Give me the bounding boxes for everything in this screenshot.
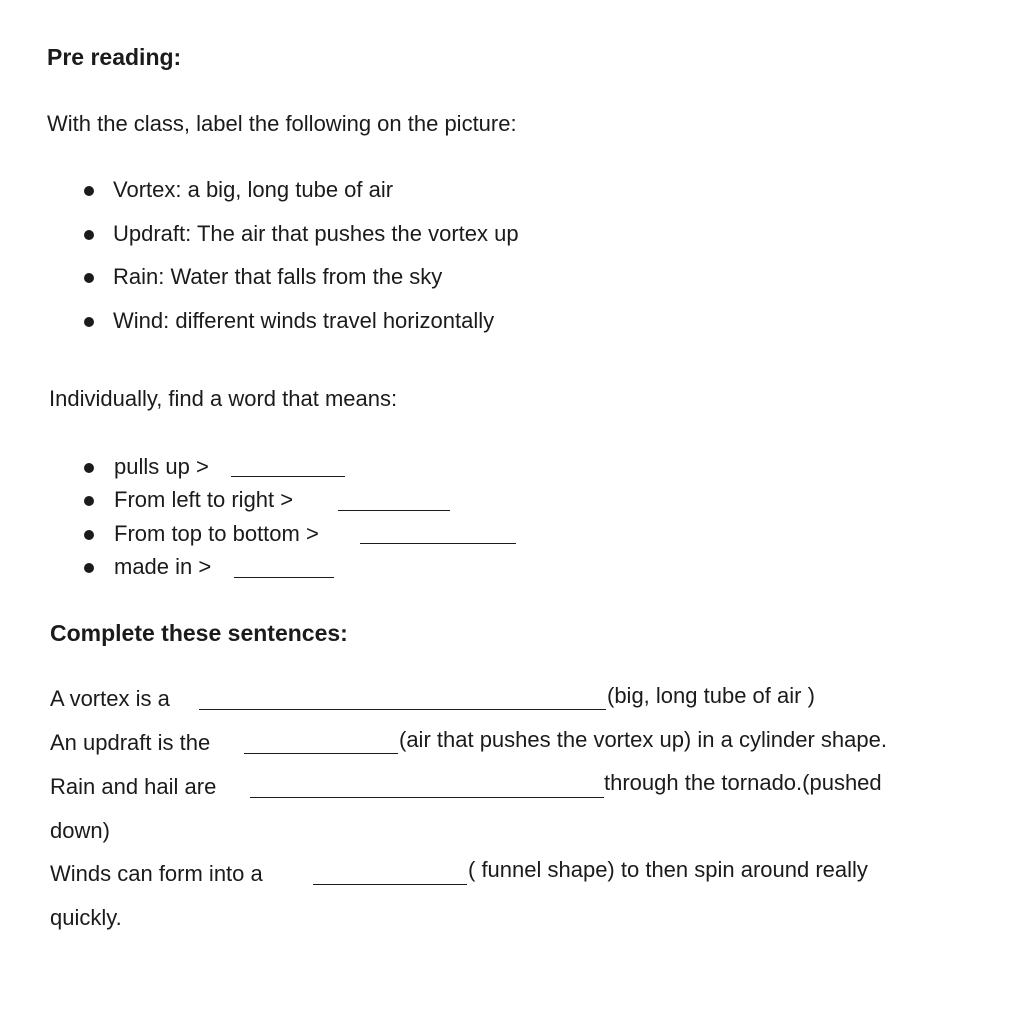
answer-blank[interactable] — [199, 709, 606, 710]
sentence-rain-continuation: down) — [50, 818, 110, 843]
bullet-wind: Wind: different winds travel horizontally — [113, 308, 495, 333]
word-prompt-left-to-right: From left to right > — [114, 487, 294, 512]
answer-blank[interactable] — [250, 797, 604, 798]
bullet-dot — [84, 463, 94, 473]
answer-blank[interactable] — [338, 510, 450, 511]
bullet-dot — [84, 530, 94, 540]
word-prompt-top-to-bottom: From top to bottom > — [114, 521, 319, 546]
bullet-rain: Rain: Water that falls from the sky — [113, 264, 443, 289]
answer-blank[interactable] — [313, 884, 467, 885]
sentence-winds-suffix: ( funnel shape) to then spin around really — [468, 857, 868, 882]
word-prompt-made-in: made in > — [114, 554, 212, 579]
word-prompt-pulls-up: pulls up > — [114, 454, 209, 479]
sentence-rain-suffix: through the tornado.(pushed — [604, 770, 882, 795]
sentence-winds-continuation: quickly. — [50, 905, 122, 930]
sentence-updraft-prefix: An updraft is the — [50, 730, 211, 755]
bullet-dot — [84, 496, 94, 506]
answer-blank[interactable] — [244, 753, 398, 754]
class-instruction: With the class, label the following on the picture: — [47, 111, 517, 136]
bullet-dot — [84, 563, 94, 573]
sentence-winds-prefix: Winds can form into a — [50, 861, 263, 886]
bullet-dot — [84, 273, 94, 283]
answer-blank[interactable] — [231, 476, 345, 477]
bullet-dot — [84, 230, 94, 240]
answer-blank[interactable] — [234, 577, 334, 578]
sentence-vortex-prefix: A vortex is a — [50, 686, 170, 711]
sentence-vortex-suffix: (big, long tube of air ) — [607, 683, 815, 708]
bullet-vortex: Vortex: a big, long tube of air — [113, 177, 394, 202]
individual-instruction: Individually, find a word that means: — [49, 386, 398, 411]
answer-blank[interactable] — [360, 543, 516, 544]
sentence-rain-prefix: Rain and hail are — [50, 774, 217, 799]
bullet-dot — [84, 186, 94, 196]
bullet-dot — [84, 317, 94, 327]
pre-reading-heading: Pre reading: — [47, 44, 182, 70]
complete-sentences-heading: Complete these sentences: — [50, 620, 348, 646]
sentence-updraft-suffix: (air that pushes the vortex up) in a cylinder shape. — [399, 727, 887, 752]
bullet-updraft: Updraft: The air that pushes the vortex up — [113, 221, 519, 246]
